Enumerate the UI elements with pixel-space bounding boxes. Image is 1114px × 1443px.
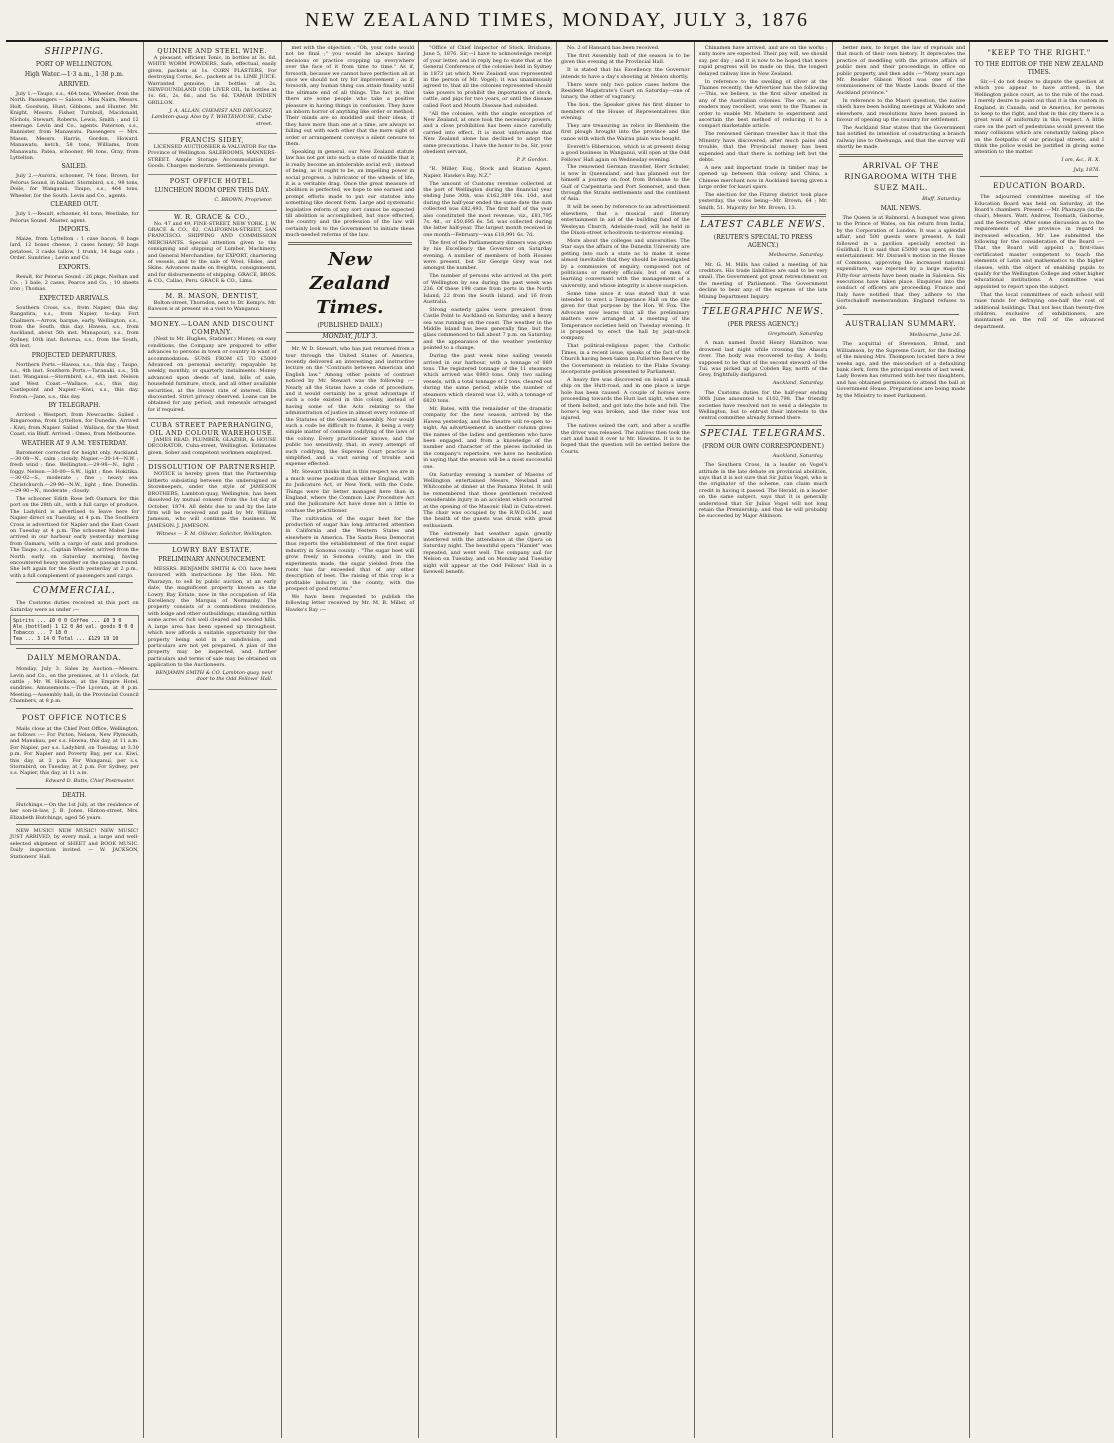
advert-loan-company <box>148 318 277 418</box>
column-8 <box>970 42 1108 1438</box>
advert-subtitle: PRELIMINARY ANNOUNCEMENT. <box>158 556 266 564</box>
article-text: On Saturday evening a number of Masons of Wellington entertained Messrs. Newland and Whitcombe at dinner at the Panama Hotel. It will be remembered that those gentlemen received considerable injury in an accident which occurred at the opening of the Masonic Hall in Cuba-street. The chair was occupied by the R.W.D.G.M., and the health of the guests was drunk with great enthusiasm. <box>423 471 552 529</box>
telegraphic-news-text: A man named David Henry Hamilton was drowned last night while crossing the Ahaura river. The body was recovered to-day. A body, supposed to be that of the second steward of the Tui, was picked up at Cobden Bay, north of the Grey, frightfully disfigured. <box>698 340 828 379</box>
cleared-heading: CLEARED OUT. <box>50 201 99 209</box>
cleared-text: July 1.—Result, schooner, 41 tons, Westlake, for Pelorus Sound. Master, agent. <box>10 211 139 224</box>
special-telegrams-text: The Southern Cross, in a leader on Vogel's attitude in the late debate on provincial abolition, says that it is not sure that Sir Julius Vogel, who is the originator of the scheme, can claim much credit in having it passed. The Herald, in a leader on the same subject, says that it is generally understood that Sir Julius Vogel will not long retain the Premiership, and that he will probably be succeeded by Major Atkinson. <box>698 462 828 520</box>
advert-body: NOTICE is hereby given that the Partnership hitherto subsisting between the undersigned as Storekeepers, under the style of JAMESON BROTHERS, Lambton-quay, Wellington, has been dissolved by mutual consent from the 1st day of October, 1874. All debts due to and by the late firm will be received and paid by Mr. William Jameson, who will continue the business. W. JAMESON. J. JAMESON. <box>147 471 277 529</box>
sailed-heading: SAILED. <box>61 163 88 171</box>
advert-lowry-bay <box>148 544 277 690</box>
article-text: It will be seen by reference to an advertisement elsewhere, that a musical and literary entertainment in aid of the building fund of the Wesleyan Church, Adelaide-road, will be held in the Dixon-street schoolroom to-morrow evening. <box>561 204 690 236</box>
divider <box>16 708 133 709</box>
advert-signature: J. A. ALLAN, CHEMIST AND DRUGGIST, Lambton-quay. Also by T. WHITEHOUSE, Cuba-street. <box>151 107 273 127</box>
article-text: The election for the Fitzroy district took place yesterday, the votes being—Mr. Brown, 64 ; Mr. Smith, 51. Majority for Mr. Brown, 13. <box>698 191 828 211</box>
special-telegrams-source: (FROM OUR OWN CORRESPONDENT.) <box>702 442 824 450</box>
article-text: The extremely bad weather again greatly interfered with the attendance at the Opera on Saturday night. The beautiful opera "Hamlet" was repeated, and went well. The company sail for Nelson on Tuesday, and on Monday and Tuesday night will appear at the Odd Fellows' Hall in a farewell benefit. <box>423 530 552 576</box>
summary-dateline: Melbourne, June 26. <box>909 332 962 338</box>
port-heading: PORT OF WELLINGTON. <box>35 61 113 68</box>
cable-news-heading: LATEST CABLE NEWS. <box>700 220 826 231</box>
article-text: More about the colleges and universities. The Star says the affairs of the Dunedin University are getting into such a state as to make it some almost inevitable that they should be investigated by a commission of enquiry, composed not of politicians or merely officials, but of men of learning conversant with the management of a university, and whose integrity is above suspicion. <box>561 237 690 289</box>
columns-grid <box>6 42 1108 1438</box>
advert-body: LICENSED AUCTIONEER & VALUATOR For the Province of Wellington. SALEROOMS, MANNERS-STREET. Ample Storage Accommodation for Goods. Charges moderate. Settlements prompt. <box>147 143 277 170</box>
article-text: In reference to the swelling of silver at the Thames recently, the Advertiser has the following :—This, we believe, is the first silver smelted in any of the Australian colonies. The ore, as our readers may recollect, was sent to the Thames in order to enable Mr. Masters to experiment and ascertain the best method of reducing it to a compact marketable article. <box>698 78 828 130</box>
telegraphic-news-heading: TELEGRAPHIC NEWS. <box>702 307 825 317</box>
advert-signature: Witness — F. M. Ollivier, Solicitor, Wellington. <box>156 530 273 537</box>
customs-table: Spirits ... £0 0 0 Coffee ... £0 3 0 Ale (bottled) 1 12 0 Ad val. goods 8 0 0 Tobacco ... 7 18 0 Tea ... 3 14 0 Total ... £129 19 10 <box>10 615 139 645</box>
advert-paperhanging <box>148 419 277 462</box>
letter-date: July, 1876. <box>1073 166 1100 173</box>
divider <box>16 582 133 583</box>
divider <box>705 425 822 426</box>
column-3 <box>282 42 420 1438</box>
advert-title: LOWRY BAY ESTATE. <box>172 546 253 555</box>
article-text: The hon. the Speaker gives his first dinner to members of the House of Representatives this evening. <box>561 102 690 122</box>
divider <box>16 824 133 825</box>
article-text: The number of persons who arrived at the port of Wellington by sea during the past week was 236. Of these 198 came from ports in the North Island, 22 from the South Island, and 16 from Australia. <box>423 273 552 305</box>
column-7 <box>833 42 971 1438</box>
australian-summary-heading: AUSTRALIAN SUMMARY. <box>845 319 957 328</box>
projected-heading: PROJECTED DEPARTURES. <box>31 351 117 359</box>
article-text: Strong easterly gales were prevalent from Castle Point to Auckland on Saturday, and a heavy sea was running on the coast. The weather in the Middle Island has been generally fine, but the glass commenced to fall about 7 p.m. on Saturday, and the appearance of the weather yesterday pointed to a change. <box>423 306 552 352</box>
advert-body: JAMES READ, PLUMBER, GLAZIER, & HOUSE DECORATOR, Cuba-street, Wellington. Estimates given. Sober and competent workmen employed. <box>147 436 277 456</box>
expected-text: Southern Cross, s.s., from Napier, this day. Rangatira, s.s., from Napier, to-day. Fort Chalmers.—Arrow, barque, early. Wellington, s.s., from the South, this day. Hawea, s.s., from Auckland, about 5th inst. Manapouri, s.s., from Sydney, 10th inst. Rotorua, s.s., from the South, 6th inst. <box>10 304 139 350</box>
column-6 <box>695 42 833 1438</box>
mail-news-text: The Queen is at Balmoral. A banquet was given to the Prince of Wales, on his return from India, by the Corporation of London. It was a splendid affair, and 500 guests were present. A ball followed in a pavilion specially erected in Guildhall. It is said that £5000 was spent on the entertainment. Mr. Disraeli's motion in the House of Commons, approving the increased national expenditure, was rejected by a large majority. Fifty-four arrests have been made in Salonica. Six executions have taken place. Enquiries into the conduct of officers are proceeding. France and Italy have notified that they adhere to the Gortschakoff memorandum. England refuses to join. <box>836 214 966 311</box>
column-4 <box>419 42 557 1438</box>
article-text: better men, to forget the law of reprisals and that much of their own history. It deprecates the practice of meddling with the private affairs of public men and their proceedings in office on public property, and then adds :—"Many years ago Mr. Reader Gibson Wood was one of the commissioners of the Waste Lands Board of the Auckland province." <box>836 45 966 96</box>
divider <box>980 176 1098 177</box>
arrived-text: July 1.—Taupo, s.s., 464 tons, Wheeler, from the North. Passengers — Saloon : Miss Nairn, Messrs. Holt, Goodwin, Hunt, Gibbons, and Hunter, Mr. Knight, Messrs. Fisher, Turnbull, Macdonald, Nichols, Stewart, Roberts, Lewis, Smith ; and 12 steerage. Levin and Co., agents. Paterson, s.s., Bannister, from Manawatu. Passengers — Mrs. Mason, Messrs. Harris, Gordon, Howard. Manawatu, ketch, 58 tons, Williams, from Manawatu. Patea, schooner, 98 tons, Gray, from Lyttelton. <box>10 91 139 162</box>
article-text: Mr. Stewart thinks that in this respect we are in a much worse position than either England, with its Judicature Act, or New York, with the Code. Things were far better managed here than in England, where the Common Law Procedure Act and the Judicature Act have done not a little to confuse the practitioner. <box>285 469 415 514</box>
imports-text: Maize, from Lyttelton : 1 case bacon, 8 bags lard, 12 boxes cheese, 2 cases honey, 50 bags potatoes, 3 casks tallow, 1 trunk, 14 bags oats ; Order. Sundries ; Levin and Co. <box>10 235 139 262</box>
death-heading: DEATH. <box>62 791 87 799</box>
divider <box>705 303 822 304</box>
keep-right-heading: "KEEP TO THE RIGHT." <box>987 48 1091 57</box>
advert-sidey <box>148 134 277 175</box>
advert-title: FRANCIS SIDEY, <box>180 135 244 144</box>
advert-grace <box>148 211 277 291</box>
telegraphic-dateline: Greymouth, Saturday. <box>767 331 824 337</box>
death-notice: Hutchings.—On the 1st July, at the residence of her son-in-law, J. B. Jones, Hinton-street, Mrs. Elizabeth Hutchings, aged 56 years. <box>10 801 139 821</box>
article-text: We have been requested to publish the following letter received by Mr. M. B. Miller, of Hawke's Bay :— <box>285 594 415 613</box>
cable-news-text: Mr. G. M. Mills has called a meeting of his creditors. His trade liabilities are said to be very small. The Government got great retrenchment on the meeting of Parliament. The Government decline to bear any of the expense of the late Mining Department Inquiry. <box>698 261 828 300</box>
advert-quinine <box>148 45 277 134</box>
ringarooma-dateline: Bluff, Saturday. <box>922 195 962 202</box>
divider <box>16 648 133 649</box>
divider <box>839 154 964 157</box>
article-text: Some time since it was stated that it was intended to erect a Temperance Hall on the site given for that purpose by the Hon. W. Fox. The Advocate now learns that all the preliminary matters were arranged at a meeting of the Temperance societies held on Tuesday evening. It is proposed to erect the hall by joint-stock company. <box>561 290 690 342</box>
special-telegrams-heading: SPECIAL TELEGRAMS. <box>700 428 827 439</box>
advert-post-office-hotel <box>148 175 277 210</box>
advert-title: POST OFFICE HOTEL. <box>169 177 255 186</box>
article-text: A new and important trade in timber may be opened up between this colony and China, a Chinese merchant now in Auckland having given a large order for kauri spars. <box>698 164 828 191</box>
projected-text: Northern Ports.—Hawea, s.s., this day ; Taupo, s.s., 4th inst. Southern Ports.—Taranaki, s.s., 5th inst. Wanganui.—Stormbird, s.s., 4th inst. Nelson and West Coast.—Wallace, s.s., this day. Castlepoint and Napier.—Kiwi, s.s., this day. Foxton.—Jane, s.s., this day. <box>10 361 139 400</box>
education-text: The adjourned committee meeting of the Education Board was held on Saturday, at the Board's chambers. Present :—Mr. Pharazyn (in the chair), Messrs. Watt, Andrew, Toomath, Gisborne, and the Secretary. After some discussion as to the requirements of the province in regard to increased education, Mr. Lee submitted the following for the consideration of the Board :—That the Board will appoint a first-class certificated master competent to teach the elements of Latin and mathematics to the higher classes, with the object of enabling pupils to qualify for the Wellington College and other higher educational institutions. A committee was appointed to report upon the subject. <box>974 194 1104 290</box>
education-board-heading: EDUCATION BOARD. <box>993 181 1086 191</box>
exports-heading: EXPORTS. <box>58 263 91 271</box>
nameplate: New Zealand Times. <box>309 248 391 318</box>
article-text: Speaking in general, our New Zealand statute law has not got into such a state of muddle that it is really become an intolerable social evil ; instead of being, as it ought to be, an impelling power in social progress, a lubricator of the wheels of life, it is a veritable drag. Once the great measure of abolition is perfected, we hope to see earnest and prompt efforts made to put our statutes into something like decent form. Large and systematic legislative reform of any sort cannot be expected till abolition is accomplished, but once effected, the country and the profession of the law will certainly look to the Government to initiate these much-needed reforms of the law. <box>285 149 415 239</box>
article-text: The renowned German traveller, Herr Schuler, is now in Queensland, and has planned out for himself a journey on foot from Brisbane to the Gulf of Carpentaria and Port Somerset, and then through the Straits settlements and the continent of Asia. <box>561 164 690 203</box>
article-text: "Office of Chief Inspector of Stock, Brisbane, June 5, 1876. Sir,—I have to acknowledge receipt of your letter, and in reply beg to state that at the General Conference of the colonies held in Sydney in 1873 (at which New Zealand was represented in the person of Mr. Vogel), it was unanimously agreed to, that all the colonies represented should take powers to prohibit the importation of stock, cattle, and pigs for two years, or until the disease called Foot and Mouth Disease had subsided. <box>423 45 552 109</box>
memoranda-text: Monday, July 3. Sales by Auction.—Messrs. Levin and Co., on the premises, at 11 o'clock, fat cattle ; Mr. W. Hickson, at the Empire Hotel, sundries. Amusements.—The Lyceum, at 8 p.m. Meeting.—Assembly hall, in the Provincial Council Chambers, at 8 p.m. <box>10 666 139 705</box>
post-office-signature: Edward D. Butts, Chief Postmaster. <box>45 778 135 785</box>
article-text: The amount of Customs revenue collected at the port of Wellington during the financial year ending June 30th, was £162,389 16s. 10d., and during the half-year ended the same date the sum collected was £82,493. The first half of the year also constituted the most revenue, viz., £81,795 7s. 4d., or £50,695 6s. 5d. was collected during the latter half-year. The largest month received in one month—February—was £18,991 6s. 7d. <box>423 180 552 238</box>
advert-body: A pleasant, efficient Tonic, in bottles at 3s. 6d. WHITE WORM POWDERS, Safe, effectual, easily given, packets at 1s. CORN PLASTERS, For destroying Corns, &c., packets at 1s. LIME JUICE. Warranted genuine, in bottles at 2s. NEWFOUNDLAND COD LIVER OIL, In bottles at 1s. 6d., 2s. 6d., and 5s. 6d. TAMAR INDIEN GRILLON. <box>147 55 277 106</box>
advert-body: MESSRS. BENJAMIN SMITH & CO. have been favoured with instructions by the Hon. Mr. Pharazyn, to sell by public auction, at an early date, the magnificent property known as the Lowry Bay Estate, now in the occupation of His Excellency the Marquis of Normanby. The property consists of a commodious residence, with lodge and other outbuildings, standing within some acres of rich well cleared and wooded hills. A large area has been opened up throughout, which now affords a suitable opportunity for the property being sold in a subdivision, and particulars are not yet prepared. A plan of the property may be inspected, and further particulars and terms of sale may be obtained on application to the Auctioneers. <box>147 566 277 669</box>
article-text: A heavy fire was discovered on board a small ship on the Hutt-road, and in one place a large hole has been caused. A couple of horses were proceeding towards the Hutt last night, when one of them bolted, and got into the hole and fell. The horse's leg was broken, and the rider was not injured. <box>561 376 690 422</box>
advert-signature: BENJAMIN SMITH & CO. Lambton-quay, next door to the Odd Fellows' Hall. <box>155 670 273 683</box>
column-5 <box>557 42 695 1438</box>
advert-title: MONEY.—LOAN AND DISCOUNT COMPANY. <box>150 320 275 337</box>
post-office-text: Mails close at the Chief Post Office, Wellington, as follows :— For Picton, Nelson, New Plymouth, and Manukau, per s.s. Hawea, this day, at 11 a.m. For Napier, per s.s. Ladybird, on Tuesday, at 3.30 p.m. For Napier and Poverty Bay, per s.s. Kiwi, this day, at 2 p.m. For Wanganui, per s.s. Stormbird, on Tuesday, at 2 p.m. For Sydney, per s.s. Napier, this day, at 11 a.m. <box>10 725 139 777</box>
page-masthead: NEW ZEALAND TIMES, MONDAY, JULY 3, 1876 <box>6 0 1108 42</box>
divider <box>16 788 133 789</box>
article-text: It is stated that his Excellency the Governor intends to have a day's shooting at Nelson shortly. <box>561 67 690 80</box>
article-text: Chinamen have arrived, and are on the works ; sixty more are expected. Their pay will, we should say, per day ; and it is now to be hoped that more rapid progress will be made on this, the longest delayed railway line in New Zealand. <box>698 45 828 77</box>
cable-news-source: (REUTER'S SPECIAL TO PRESS AGENCY.) <box>713 234 813 250</box>
letter-address: TO THE EDITOR OF THE NEW ZEALAND TIMES. <box>974 61 1104 76</box>
commercial-intro: The Customs duties received at this port on Saturday were as under :— <box>10 600 139 613</box>
music-advert: NEW MUSIC! NEW MUSIC! NEW MUSIC! JUST ARRIVED, by every mail, a large and well-selected shipment of SHEET and BOOK MUSIC. Daily inspection invited. — W. JACKSON, Stationers' Hall. <box>10 827 139 860</box>
weather-text: Barometer corrected for height only. Auckland.—30·08—N., calm ; cloudy. Napier.—30·14—N.W. ; fresh wind ; fine. Wellington.—29·98—N., light ; foggy. Nelson.—30·00—S.W., light ; fine. Hokitika.—30·02—S., moderate ; fine ; heavy sea. Christchurch.—29·96—N.W., light ; fine. Dunedin.—29·90—N., moderate ; cloudy. <box>10 449 139 495</box>
shipping-news: The schooner Edith Rose left Oamaru for this port on the 28th ult., with a full cargo of produce. The Ladybird is advertised to leave here for Napier direct on Tuesday, at 4 p.m. The Southern Cross is advertised for Napier and the East Coast on Tuesday at 4 p.m. The schooner Mabel Jane arrived in our harbour early yesterday morning from Oamaru, with a cargo of oats and produce. The Taupo, s.s., Captain Wheeler, arrived from the North early on Saturday morning, having encountered heavy weather on the passage round. She left again for the South yesterday at 2 p.m., with a full complement of passengers and cargo. <box>10 496 139 579</box>
advert-title: DISSOLUTION OF PARTNERSHIP. <box>148 463 276 472</box>
advert-body: No. 47 and 49, FINE-STREET, NEW YORK. J. W. GRACE & CO., 62, CALIFORNIA-STREET, SAN FRANCISCO. SHIPPING AND COMMISSION MERCHANTS. Special attention given to the consigning and shipping of Lumber, Machinery, and General Merchandise, for EXPORT, chartering of vessels, and to the sale of Wool, Hides, and Skins. Advances made on freights, consignments, and for disbursements of shipping. GRACE, BROS. & CO., Callao, Peru. GRACE & CO., Lima. <box>147 220 277 285</box>
letter-signature: I am, &c., R. X. <box>1061 157 1100 164</box>
article-text: The first Assembly ball of the season is to be given this evening at the Provincial Hall. <box>561 52 690 66</box>
article-text: The cultivation of the sugar beet for the production of sugar has long attracted attention in California and the Western States and elsewhere in America. The Santa Rosa Democrat thus reports the establishment of the first sugar industry in Sonoma county : "The sugar beet will grow freely in Sonoma county, and in the experiments made, the sugar yielded from the roots has far exceeded that of any other description of beet. The raising of this crop is a profitable industry in the county, with the prospect of good returns." <box>285 515 415 593</box>
advert-title: QUININE AND STEEL WINE. <box>157 47 267 55</box>
shipping-heading: SHIPPING. <box>44 47 105 57</box>
article-text: The natives seized the cart, and after a scuffle the driver was released. The natives then took the cart and hand it over to Mr. Hawkins. It is to be hoped that the question will be settled before the Courts. <box>561 423 690 455</box>
imports-heading: IMPORTS. <box>58 225 91 233</box>
article-text: Everett's Hibernicon, which is at present doing a good business in Wanganui, will open at the Odd Fellows' Hall again on Wednesday evening. <box>561 143 690 163</box>
article-text: Mr. Bates, with the remainder of the dramatic company for the new season, arrived by the Hawea yesterday, and the theatre will re-open to-night. An advertisement in another column gives the names of the ladies and gentlemen who have been engaged, and from a knowledge of the number and character of the pieces included in the company's repertoire, we have no hesitation in saying that the season will be a most successful one. <box>423 405 552 470</box>
editorial-dateline: MONDAY, JULY 3. <box>286 332 415 342</box>
divider <box>288 242 413 245</box>
sailed-text: July 2.—Aurora, schooner, 74 tons, Brown, for Pelorus Sound, in ballast. Stormbird, s.s., 98 tons, Doile, for Wanganui. Taupo, s.s., 464 tons, Wheeler, for the South. Levin and Co., agents. <box>10 173 139 199</box>
telegraphic-news-text-2: The Customs duties for the half-year ending 30th June amounted to £102,798. The friendly societies have resolved not to send a delegate to Wellington, but to entrust their interests to the central committee already formed there. <box>698 389 828 422</box>
high-water: High Water.—1·3 a.m., 1·38 p.m. <box>24 71 124 78</box>
article-text: In reference to the Maori question, the native chiefs have been holding meetings at Waikato and elsewhere, and resolutions have been passed in favour of opening up the country for settlement. <box>836 97 966 123</box>
advert-title: CUBA STREET PAPERHANGING, OIL AND COLOUR WAREHOUSE. <box>149 420 275 437</box>
article-text: That political-religious paper, the Catholic Times, in a recent issue, speaks of the fact of the Church having been taken in Fullerton Reserve by the Government in relation to the Flake Swamp incorporate petition presented to Parliament. <box>561 343 690 375</box>
article-text: met with the objection : "Oh, your code would not be final ;" you would be always having decisions or practice cropping up everywhere over the face of it from time to time." As if, forsooth, because we cannot have perfection all at once we should not try for improvement ; as if, forsooth, any human thing can attain finality until the ultimate end of all things. The fact is, that there are some people who take a positive pleasure in having things in confusion. They have an inborn horror of anything like order or method. Their minds are so muddled and their ideas, if they have more than one at a time, are always so falling out with each other that the mere sight of order or arrangement conveys a silent censure to them. <box>285 45 415 148</box>
advert-body: LUNCHEON ROOM OPEN THIS DAY. <box>154 187 270 195</box>
divider <box>843 314 960 315</box>
article-text: "R. Miller, Esq., Stock and Station Agent, Napier, Hawke's Bay, N.Z." <box>423 166 552 179</box>
post-office-heading: POST OFFICE NOTICES <box>21 712 127 722</box>
exports-text: Result, for Pelorus Sound : 26 pkgs. Nathan and Co. ; 1 bale, 2 cases, Pearce and Co. ; 10 sheets iron ; Thomas. <box>10 273 139 293</box>
advert-title: M. R. MASON, DENTIST, <box>165 292 259 301</box>
advert-title: W. R. GRACE & CO., <box>174 212 251 221</box>
article-text: No. 2 of Hansard has been received. <box>567 45 660 51</box>
ringarooma-heading: ARRIVAL OF THE RINGAROOMA WITH THE SUEZ MAIL. <box>844 160 958 192</box>
expected-heading: EXPECTED ARRIVALS. <box>39 294 110 302</box>
article-text: They are treasuring as relics in Blenheim the first plough brought into the province and the canoe with which the Wairau plain was bought. <box>561 122 690 142</box>
article-text: The first of the Parliamentary dinners was given by his Excellency the Governor on Saturday evening. A number of members of both Houses were present, but Sir George Grey was not amongst the number. <box>423 239 552 272</box>
telegraphic-dateline-2: Auckland, Saturday. <box>772 380 824 387</box>
arrived-heading: ARRIVED. <box>58 81 90 88</box>
advert-body: Bolton-street, Thorndon, next to Dr. Kemp's. Mr. Rawson is at present on a visit to Wanganui. <box>147 300 277 313</box>
letter-text: Sir,—I do not desire to dispute the question at which you appear to have arrived, in the Wellington police court, as to the rule of the road. I merely desire to point out that it is the custom in England, in Canada, and in America, for persons to keep to the right, and that in this city there is a great want of uniformity in this respect. A little care on the part of pedestrians would prevent the many collisions which are constantly taking place on the footpaths of our principal streets, and I think the police would be justified in giving some attention to the matter. <box>974 79 1104 156</box>
divider <box>701 214 826 217</box>
advert-body: (Next to Mr. Hughes, Stationer.) Money, on easy conditions, the Company are prepared to offer advances to persons in town or country in want of accommodation. SUMS FROM £5 TO £5000 Advanced on personal security, repayable by weekly, monthly, or quarterly instalments. Money advanced upon deeds of land, bills of sale, household furniture, stock, and all other available securities, at the lowest rate of interest. Bills discounted. Strict privacy observed. Loans can be obtained for any period, and renewals arranged for if required. <box>147 336 277 413</box>
published-daily: (PUBLISHED DAILY.) <box>317 321 383 329</box>
article-text: There were only two police cases before the Resident Magistrate's Court on Saturday—one of lunacy, the other of vagrancy. <box>561 81 690 101</box>
weather-heading: WEATHER AT 9 A.M. YESTERDAY. <box>21 439 128 447</box>
article-text: The Auckland Star states that the Government has notified its intention of constructing a branch railway line to Onehunga, and that the survey will shortly be made. <box>836 124 966 151</box>
education-text-2: That the local committees of each school will raise funds for defraying one-half the cost of additional buildings. That not less than twenty-five children, exclusive of exhibitioners, are maintained on the roll of the advanced department. <box>974 291 1104 330</box>
summary-text: The acquittal of Stevenson, Brind, and Williamson, by the Supreme Court, for the finding of the missing Mrs. Thompson located here a few weeks ago, and the misconduct of a defaulting bank clerk, form the principal events of last week. Lady Bowen has returned with her two daughters, and has obtained permission to attend the ball at Government House. Preparations are being made by the Ministry to meet Parliament. <box>836 341 966 399</box>
telegraph-heading: BY TELEGRAPH. <box>48 402 101 410</box>
article-text: "All the colonies, with the single exception of New Zealand, at once took the necessary powers, and a close prohibition has been since carefully carried into effect. It is most unfortunate that New Zealand alone has declined to adopt the same precautions. I have the honor to be, Sir, your obedient servant, <box>423 110 553 155</box>
memoranda-heading: DAILY MEMORANDA. <box>27 653 122 663</box>
article-text: During the past week nine sailing vessels arrived in our harbour, with a tonnage of 889 tons. The registered tonnage of the 11 steamers which arrived was 6983 tons. Only two sailing vessels, with a total tonnage of 2 tons, cleared out during the same period, while the number of steamers which cleared was 12, with a tonnage of 6820 tons. <box>423 353 552 405</box>
special-dateline: Auckland, Saturday. <box>772 452 824 459</box>
advert-dissolution <box>148 461 277 544</box>
column-1 <box>6 42 144 1438</box>
column-2 <box>144 42 282 1438</box>
advert-dentist <box>148 290 277 318</box>
commercial-heading: COMMERCIAL. <box>32 586 116 597</box>
cable-dateline: Melbourne, Saturday. <box>768 252 824 259</box>
telegraph-text: Arrived : Westport, from Newcastle. Sailed : Ringarooma, from Lyttelton, for Dunedin. Arrived : Kiwi, from Napier. Sailed : Wallace, for the West Coast, via Bluff. Arrived : Omeo, from Melbourne. <box>10 412 139 438</box>
telegraphic-news-source: (PER PRESS AGENCY.) <box>727 321 799 328</box>
advert-signature: C. BROWN, Proprietor. <box>214 197 273 204</box>
article-text: The renowned German traveller has it that the Ministry have discovered, after much pains and trouble, that the Provincial money has been expended and that there is nothing left but the debts. <box>698 131 828 163</box>
letter-signature: P. P. Gordon. <box>516 156 548 163</box>
article-text: Mr. W. D. Stewart, who has just returned from a tour through the United States of America, recently delivered an interesting and instructive lecture on the "Contrasts between American and English law." Among other points of contrast noticed by Mr. Stewart was the following :—Nearly all the States have a code of procedure, and it would certainly be a great advantage if such a code existed in this colony, instead of having some of the Acts relating to the administration of justice in almost every volume of the Statutes of the General Assembly. Nor would such a code be difficult to frame, it being a very simple matter of common codifying of the laws of the colony. Every practitioner knows, and the public too sensitively, that, in every attempt of such codifying, the Supreme Court practice is simplified, and a vast saving of trouble and expense effected. <box>285 346 415 468</box>
mail-news-heading: MAIL NEWS. <box>880 204 922 212</box>
